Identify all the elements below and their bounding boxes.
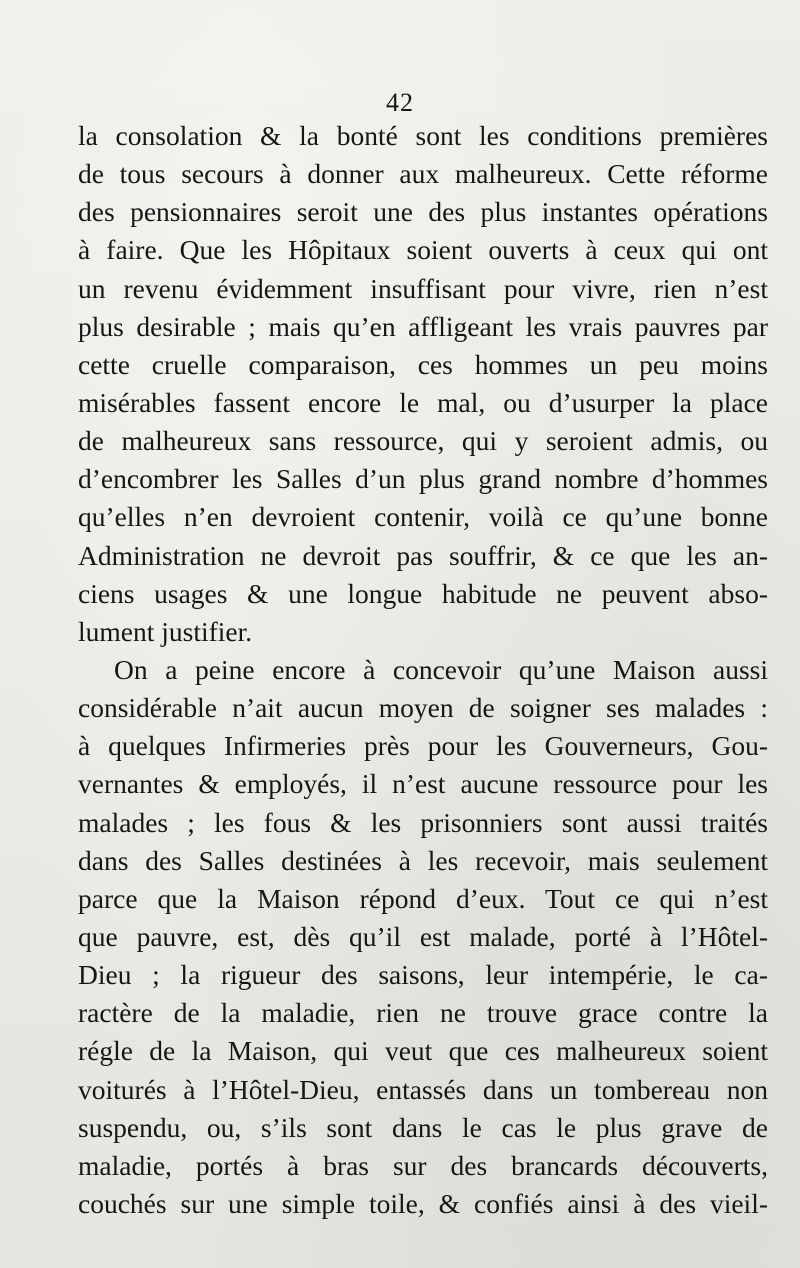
- text-line: ractère de la maladie, rien ne trouve grace contre la: [78, 997, 768, 1029]
- text-line: la consolation & la bonté sont les conditions premières: [78, 120, 768, 151]
- text-line: que pauvre, est, dès qu’il est malade, porté à l’Hôtel-: [78, 920, 768, 952]
- text-line: vernantes & employés, il n’est aucune ressource pour les: [78, 768, 768, 800]
- text-line: à quelques Infirmeries près pour les Gouverneurs, Gou-: [78, 730, 768, 762]
- paragraph-end-line: lument justifier.: [78, 615, 253, 647]
- text-line: malades ; les fous & les prisonniers sont aussi traités: [78, 806, 768, 838]
- body-text: [78, 117, 768, 1223]
- text-line: considérable n’ait aucun moyen de soigner ses malades :: [78, 692, 768, 724]
- text-line: cette cruelle comparaison, ces hommes un peu moins: [78, 348, 768, 380]
- page-number: 42: [386, 88, 414, 117]
- text-line: Dieu ; la rigueur des saisons, leur intempérie, le ca-: [78, 959, 768, 991]
- text-line: régle de la Maison, qui veut que ces malheureux soient: [78, 1035, 768, 1067]
- text-line: Administration ne devroit pas souffrir, & ce que les an-: [78, 539, 768, 571]
- text-line: ciens usages & une longue habitude ne peuvent abso-: [78, 577, 768, 609]
- text-line: suspendu, ou, s’ils sont dans le cas le plus grave de: [78, 1111, 768, 1143]
- text-line: qu’elles n’en devroient contenir, voilà ce qu’une bonne: [78, 501, 768, 533]
- text-line: de tous secours à donner aux malheureux. Cette réforme: [78, 158, 768, 190]
- text-line: dans des Salles destinées à les recevoir, mais seulement: [78, 844, 768, 876]
- text-line: couchés sur une simple toile, & confiés ainsi à des vieil-: [78, 1187, 768, 1219]
- text-line: des pensionnaires seroit une des plus instantes opérations: [78, 196, 768, 228]
- text-line: maladie, portés à bras sur des brancards découverts,: [78, 1149, 768, 1181]
- text-line: de malheureux sans ressource, qui y seroient admis, ou: [78, 425, 768, 457]
- text-line: plus desirable ; mais qu’en affligeant les vrais pauvres par: [78, 310, 768, 342]
- text-line: parce que la Maison répond d’eux. Tout ce qui n’est: [78, 882, 768, 914]
- text-line: à faire. Que les Hôpitaux soient ouverts à ceux qui ont: [78, 234, 768, 266]
- text-line: d’encombrer les Salles d’un plus grand nombre d’hommes: [78, 463, 768, 495]
- text-line: misérables fassent encore le mal, ou d’usurper la place: [78, 386, 768, 418]
- paragraph-start-line: On a peine encore à concevoir qu’une Maison aussi: [114, 653, 768, 685]
- text-line: un revenu évidemment insuffisant pour vivre, rien n’est: [78, 272, 768, 304]
- text-line: voiturés à l’Hôtel-Dieu, entassés dans un tombereau non: [78, 1073, 768, 1105]
